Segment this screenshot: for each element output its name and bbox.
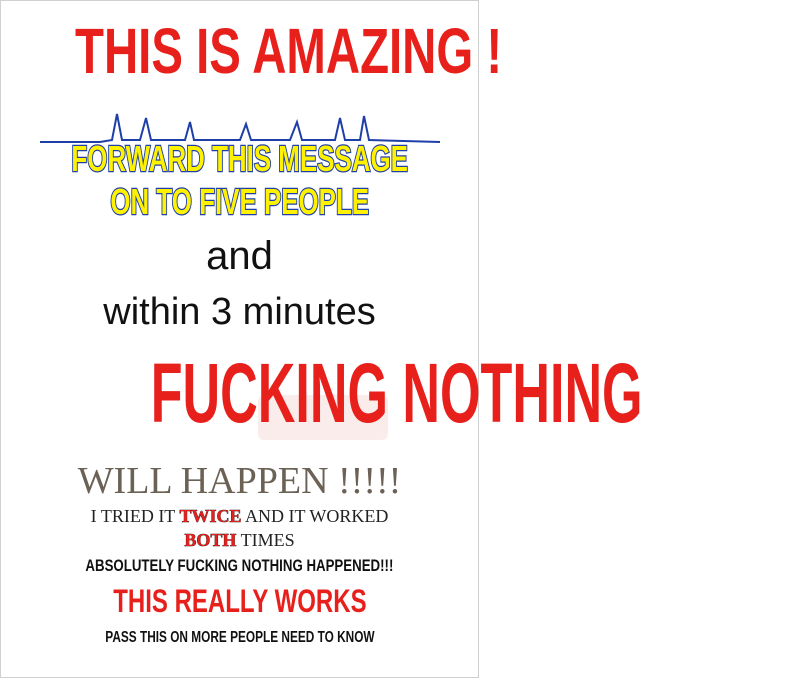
absolutely-nothing-line bbox=[0, 555, 479, 577]
tried-suffix: AND IT WORKED bbox=[241, 506, 389, 526]
forward-line-1-text: FORWARD THIS MESSAGE bbox=[71, 138, 408, 179]
really-works-text: THIS REALLY WORKS bbox=[112, 583, 367, 619]
forward-line-2-text: ON TO FIVE PEOPLE bbox=[110, 181, 369, 222]
pass-this-on-line bbox=[0, 628, 479, 648]
forward-message-line-2 bbox=[0, 183, 479, 221]
headline-text: THIS IS AMAZING ! bbox=[75, 15, 503, 87]
nothing-headline-text: FUCKING NOTHING bbox=[150, 346, 643, 440]
twice-emphasis: TWICE bbox=[179, 506, 242, 526]
nothing-headline bbox=[0, 346, 643, 440]
both-emphasis: BOTH bbox=[184, 530, 237, 550]
headline bbox=[0, 15, 503, 87]
forward-message-line-1 bbox=[0, 140, 479, 178]
absolutely-nothing-text: ABSOLUTELY FUCKING NOTHING HAPPENED!!! bbox=[85, 556, 394, 575]
times-text: TIMES bbox=[236, 530, 295, 550]
really-works-line bbox=[0, 582, 479, 620]
will-happen-text: WILL HAPPEN !!!!! bbox=[77, 460, 402, 502]
tried-it-line bbox=[0, 505, 479, 527]
both-times-line bbox=[0, 529, 479, 551]
pass-this-on-text: PASS THIS ON MORE PEOPLE NEED TO KNOW bbox=[104, 629, 375, 646]
tried-prefix: I TRIED IT bbox=[90, 506, 180, 526]
and-text: and bbox=[206, 234, 273, 278]
within-minutes-text: within 3 minutes bbox=[103, 291, 376, 333]
